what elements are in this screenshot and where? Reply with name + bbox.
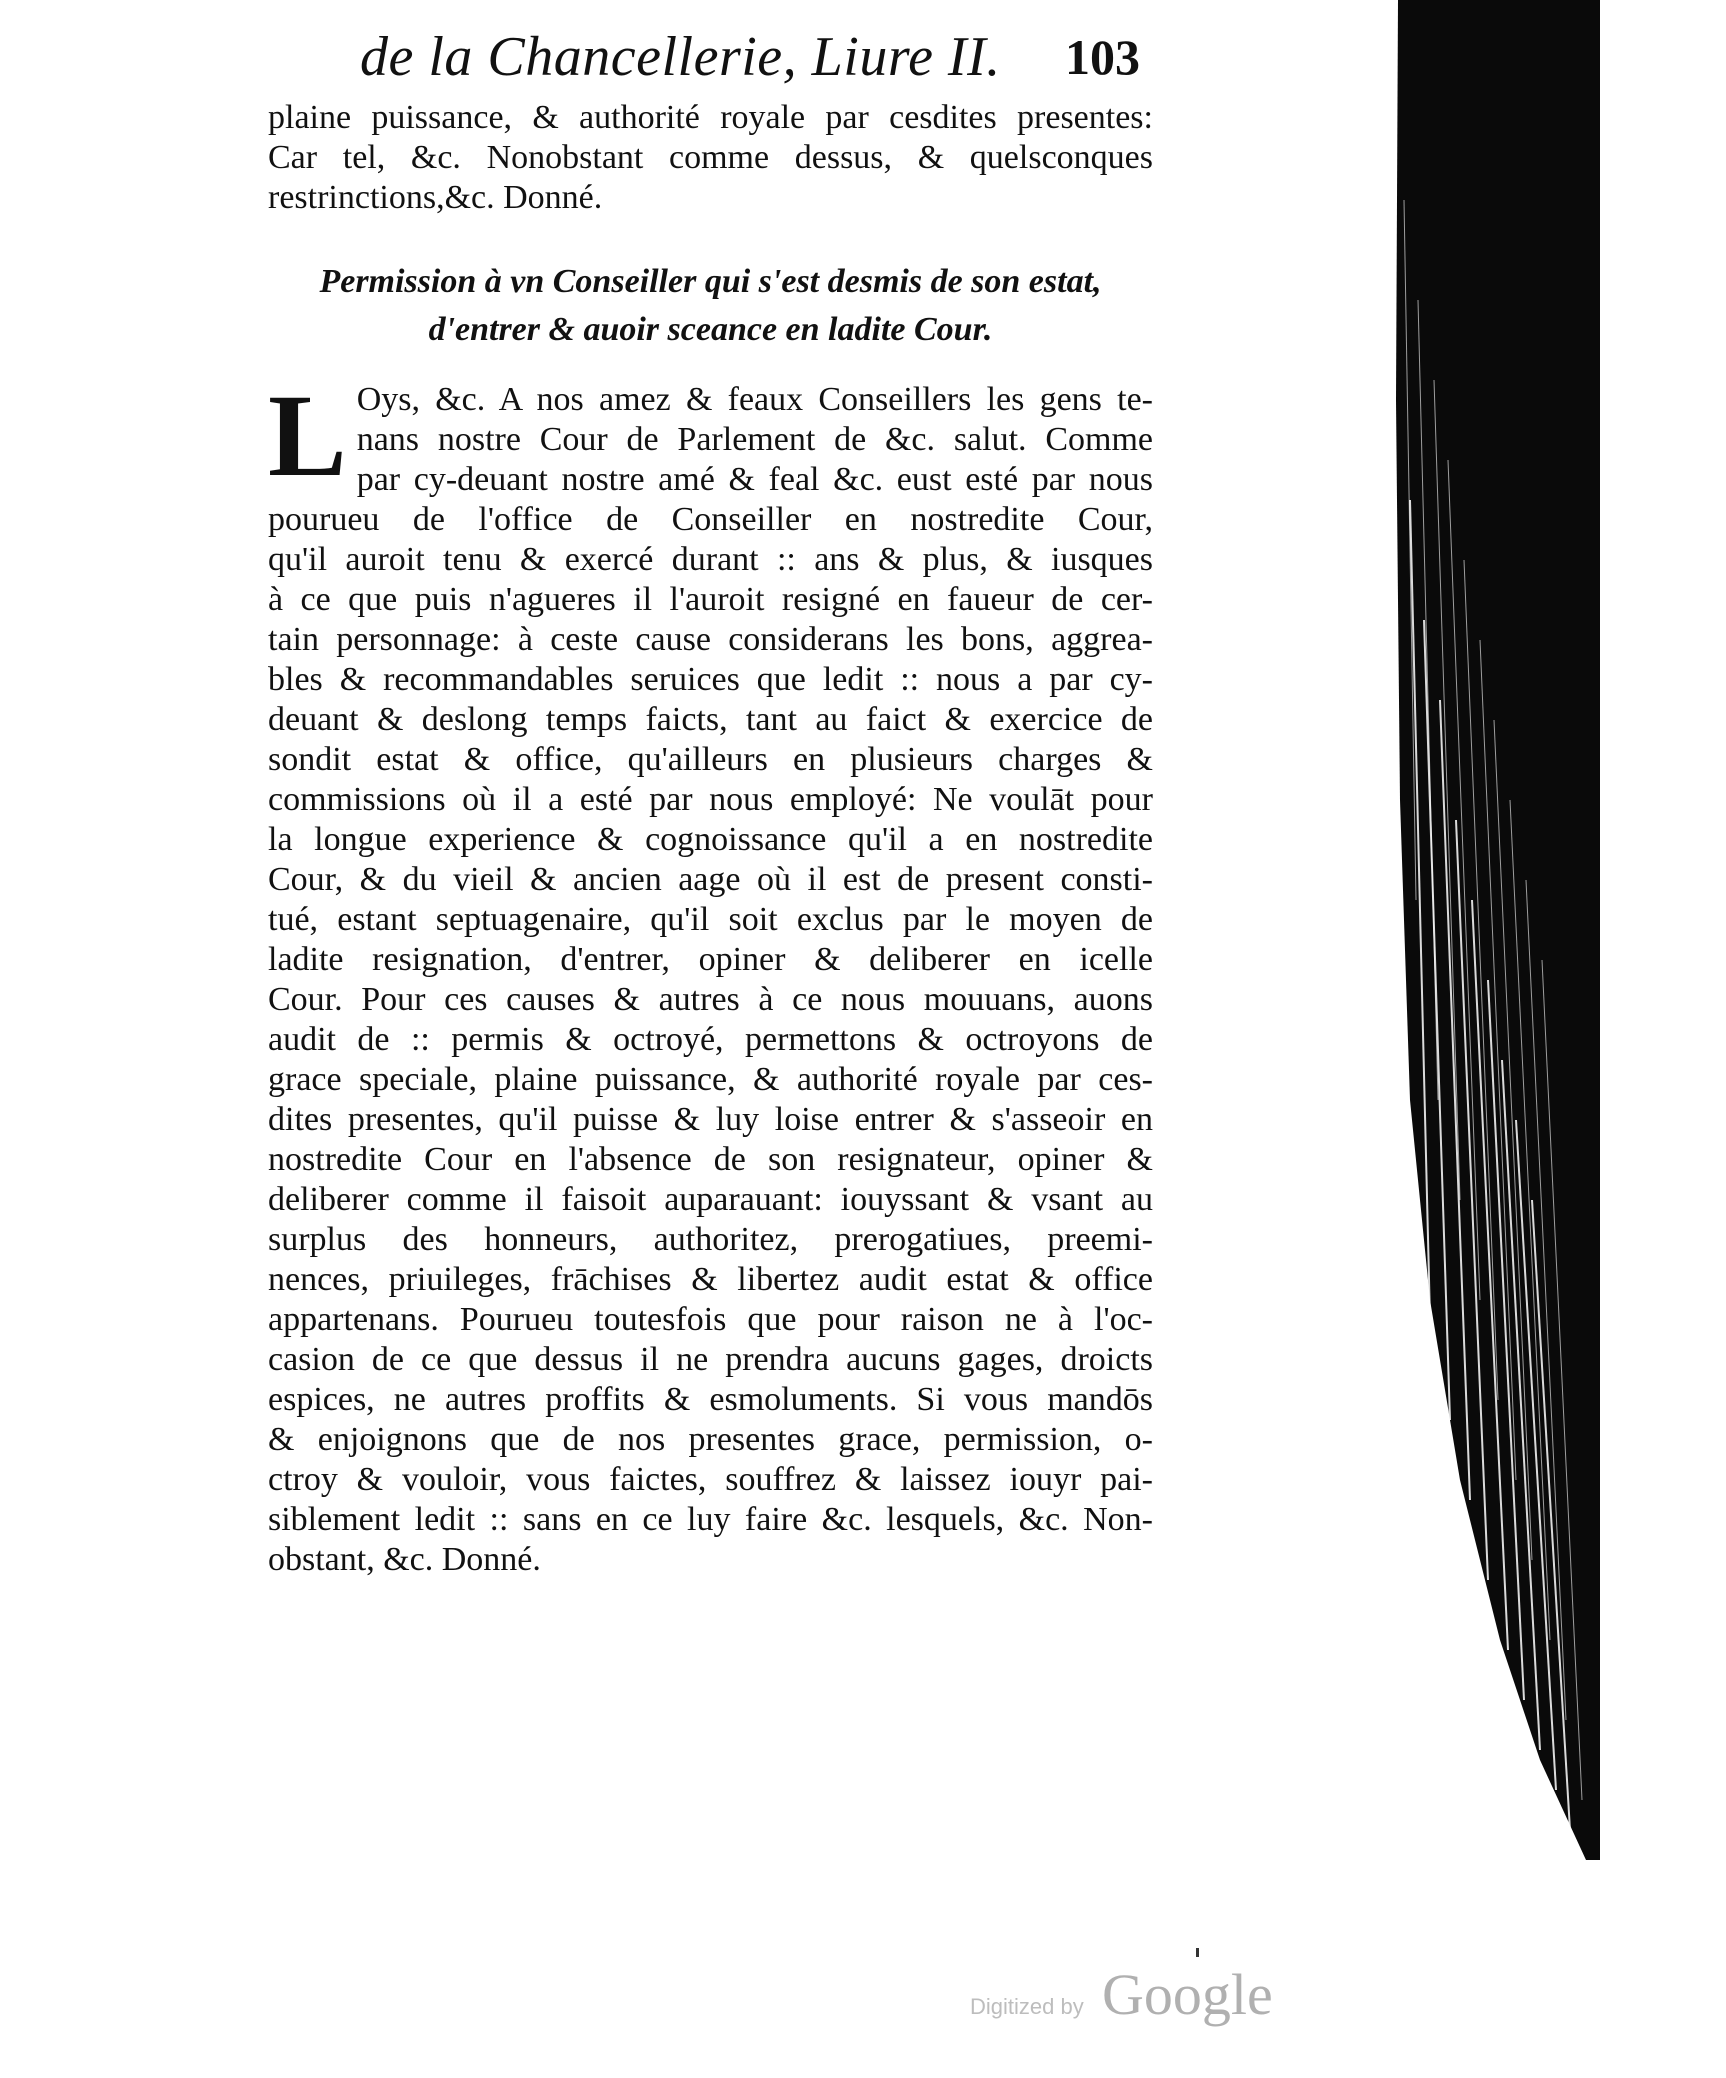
body-line: dites presentes, qu'il puisse & luy loise entrer & s'asseoir en — [268, 1101, 1153, 1138]
body-line: à ce que puis n'agueres il l'auroit resigné en faueur de cer- — [268, 581, 1153, 618]
body-line: pourueu de l'office de Conseiller en nostredite Cour, — [268, 501, 1153, 538]
body-line: appartenans. Pourueu toutesfois que pour raison ne à l'oc- — [268, 1301, 1153, 1338]
body-line: nans nostre Cour de Parlement de &c. salut. Comme — [356, 421, 1153, 458]
body-line: par cy-deuant nostre amé & feal &c. eust esté par nous — [356, 461, 1153, 498]
body-line: siblement ledit :: sans en ce luy faire &c. lesquels, &c. Non- — [268, 1501, 1153, 1538]
body-line: deuant & deslong temps faicts, tant au faict & exercice de — [268, 701, 1153, 738]
section-heading-line: d'entrer & auoir sceance en ladite Cour. — [428, 311, 993, 348]
drop-cap: L — [268, 370, 347, 501]
body-paragraph — [268, 370, 1153, 1580]
carry-over-line: Car tel, &c. Nonobstant comme dessus, & quelsconques — [268, 139, 1153, 176]
body-line: espices, ne autres proffits & esmoluments. Si vous mandōs — [268, 1381, 1153, 1418]
body-line: Oys, &c. A nos amez & feaux Conseillers les gens te- — [356, 381, 1153, 418]
body-line: obstant, &c. Donné. — [268, 1541, 541, 1578]
body-line: audit de :: permis & octroyé, permettons & octroyons de — [268, 1021, 1153, 1058]
carry-over-line: restrinctions,&c. Donné. — [268, 179, 603, 216]
body-line: bles & recommandables seruices que ledit :: nous a par cy- — [268, 661, 1153, 698]
body-line: tué, estant septuagenaire, qu'il soit exclus par le moyen de — [268, 901, 1153, 938]
running-title: de la Chancellerie, Liure II. — [360, 26, 1001, 88]
carry-over-paragraph — [268, 98, 1153, 218]
body-line: ladite resignation, d'entrer, opiner & deliberer en icelle — [268, 941, 1153, 978]
body-line: & enjoignons que de nos presentes grace, permission, o- — [268, 1421, 1153, 1458]
stray-ink-mark — [1196, 1948, 1199, 1957]
page-number: 103 — [1065, 29, 1140, 85]
watermark-prefix: Digitized by — [970, 1994, 1084, 2019]
body-line: la longue experience & cognoissance qu'il a en nostredite — [268, 821, 1153, 858]
watermark-brand: Google — [1102, 1962, 1273, 2027]
body-line: Cour. Pour ces causes & autres à ce nous mouuans, auons — [268, 981, 1153, 1018]
body-line: ctroy & vouloir, vous faictes, souffrez & laissez iouyr pai- — [268, 1461, 1153, 1498]
running-header — [360, 22, 1140, 92]
body-line: tain personnage: à ceste cause considerans les bons, aggrea- — [268, 621, 1153, 658]
body-line: commissions où il a esté par nous employé: Ne voulāt pour — [268, 781, 1153, 818]
body-line: nences, priuileges, frāchises & libertez audit estat & office — [268, 1261, 1153, 1298]
body-line: sondit estat & office, qu'ailleurs en plusieurs charges & — [268, 741, 1153, 778]
section-heading — [268, 258, 1153, 354]
carry-over-line: plaine puissance, & authorité royale par cesdites presentes: — [268, 99, 1153, 136]
body-line: qu'il auroit tenu & exercé durant :: ans & plus, & iusques — [268, 541, 1153, 578]
body-line: deliberer comme il faisoit auparauant: iouyssant & vsant au — [268, 1181, 1153, 1218]
section-heading-line: Permission à vn Conseiller qui s'est desmis de son estat, — [319, 263, 1102, 300]
page-fore-edge-shadow — [1390, 0, 1600, 1860]
body-line: grace speciale, plaine puissance, & authorité royale par ces- — [268, 1061, 1153, 1098]
digitization-watermark — [970, 1960, 1310, 2040]
body-line: nostredite Cour en l'absence de son resignateur, opiner & — [268, 1141, 1153, 1178]
body-line: Cour, & du vieil & ancien aage où il est de present consti- — [268, 861, 1153, 898]
body-line: casion de ce que dessus il ne prendra aucuns gages, droicts — [268, 1341, 1153, 1378]
body-line: surplus des honneurs, authoritez, prerogatiues, preemi- — [268, 1221, 1153, 1258]
